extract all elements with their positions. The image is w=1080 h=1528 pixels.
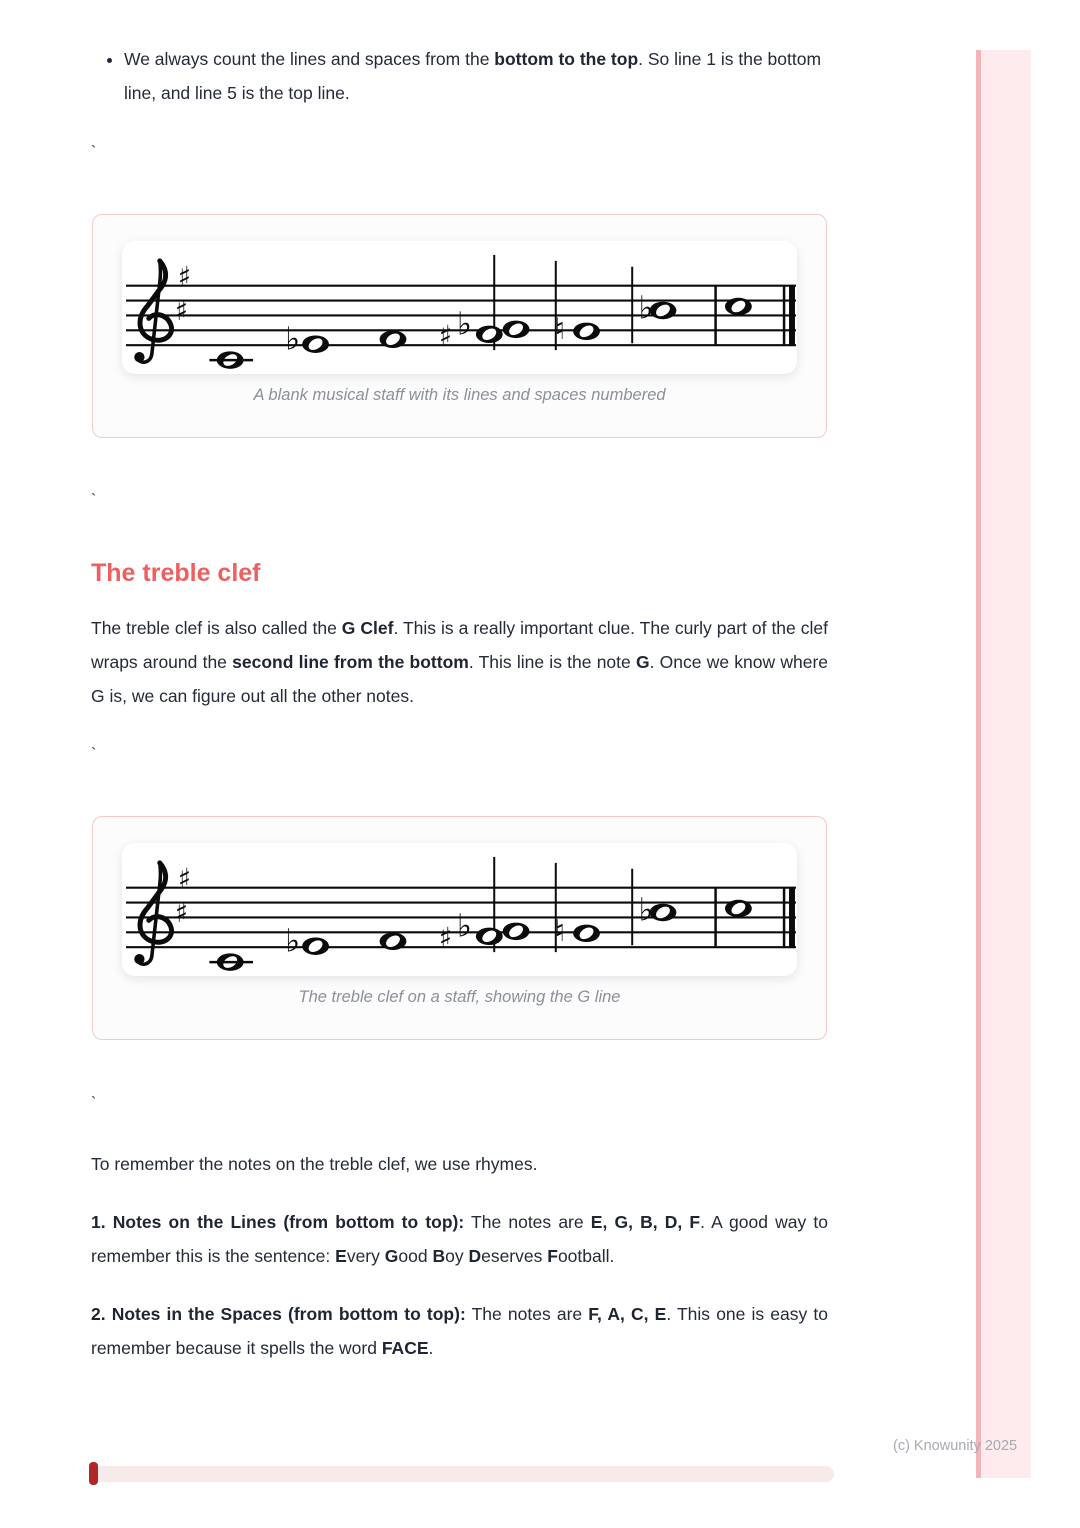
page-edge-panel bbox=[976, 50, 1031, 1478]
musical-staff-svg bbox=[122, 843, 797, 976]
stray-backtick: ` bbox=[91, 492, 97, 509]
stray-backtick: ` bbox=[91, 144, 97, 161]
figure-caption: The treble clef on a staff, showing the G line bbox=[298, 988, 621, 1006]
paragraph-notes-spaces: 2. Notes in the Spaces (from bottom to top): The notes are F, A, C, E. This one is easy to remember because it spells the word FACE. bbox=[91, 1304, 828, 1358]
figure-card-1 bbox=[92, 214, 827, 438]
copyright-text: (c) Knowunity 2025 bbox=[893, 1438, 1018, 1454]
paragraph-remember: To remember the notes on the treble clef, we use rhymes. bbox=[91, 1154, 538, 1174]
musical-staff-svg bbox=[122, 241, 797, 374]
paragraph-treble-clef: The treble clef is also called the G Clef. This is a really important clue. The curly part of the clef wraps around the second line from the bottom. This line is the note G. Once we know where G is, we can figure out all the other notes. bbox=[91, 618, 829, 706]
bullet-item: • We always count the lines and spaces from the bottom to the top. So line 1 is the bottom line, and line 5 is the top line. bbox=[124, 42, 828, 110]
scroll-progress-thumb[interactable] bbox=[89, 1462, 98, 1485]
figure-card-2 bbox=[92, 816, 827, 1040]
document-content bbox=[91, 0, 828, 1365]
bullet-list bbox=[91, 42, 828, 110]
stray-backtick: ` bbox=[91, 1095, 97, 1112]
paragraph-notes-lines: 1. Notes on the Lines (from bottom to top): The notes are E, G, B, D, F. A good way to remember this is the sentence: Every Good Boy Deserves Football. bbox=[91, 1212, 829, 1266]
figure-caption: A blank musical staff with its lines and spaces numbered bbox=[253, 386, 666, 404]
staff-image bbox=[122, 843, 797, 976]
scroll-progress-track[interactable] bbox=[89, 1466, 834, 1482]
staff-image bbox=[122, 241, 797, 374]
stray-backtick: ` bbox=[91, 746, 97, 763]
section-heading: The treble clef bbox=[91, 559, 261, 587]
